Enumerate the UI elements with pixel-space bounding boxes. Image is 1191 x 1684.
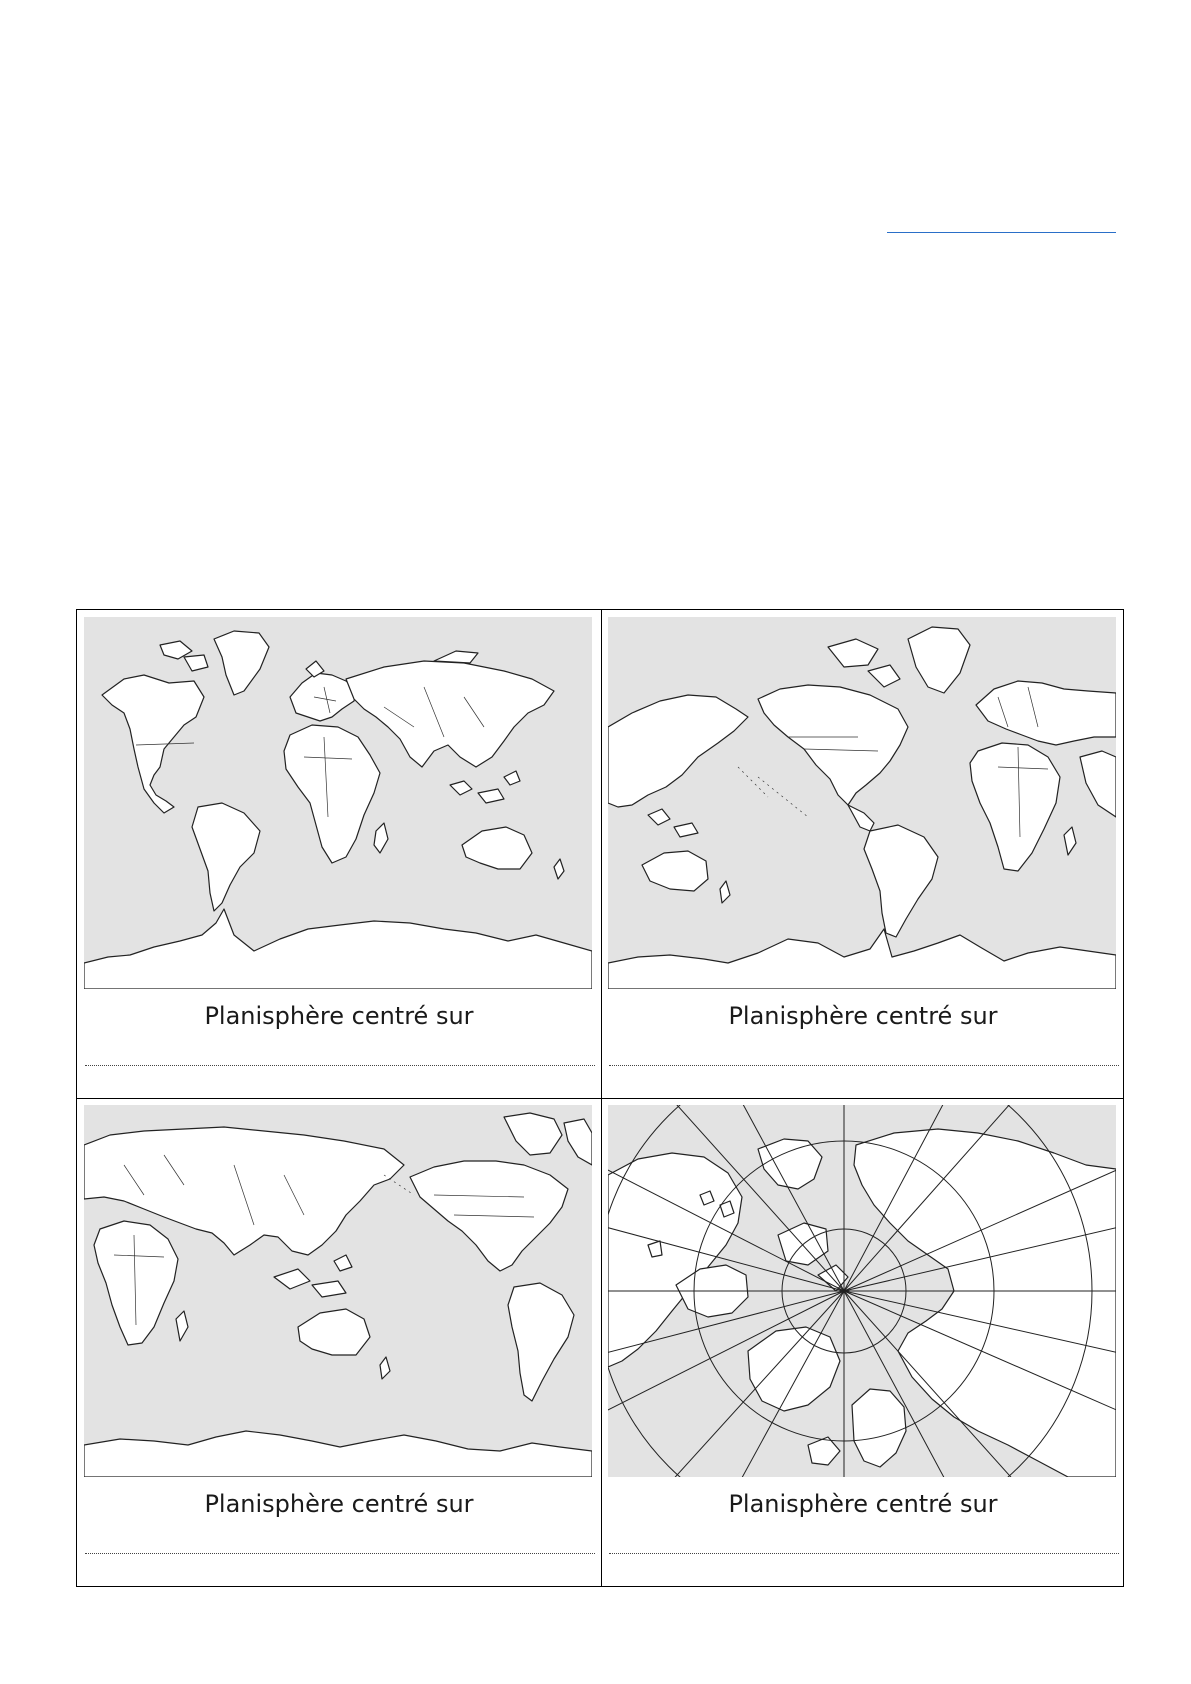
caption-1: Planisphère centré sur — [204, 1002, 474, 1030]
answer-line-2[interactable] — [609, 1065, 1119, 1066]
answer-line-3[interactable] — [85, 1553, 595, 1554]
caption-2: Planisphère centré sur — [728, 1002, 998, 1030]
answer-line-4[interactable] — [609, 1553, 1119, 1554]
answer-line-1[interactable] — [85, 1065, 595, 1066]
world-map-pacific-centered — [84, 1105, 592, 1477]
caption-4: Planisphère centré sur — [728, 1490, 998, 1518]
map-card-1 — [77, 610, 601, 1099]
map-grid — [76, 609, 1124, 1587]
world-map-america-centered — [608, 617, 1116, 989]
map-card-4 — [601, 1098, 1125, 1587]
top-link-underline[interactable] — [887, 232, 1116, 233]
map-card-2 — [601, 610, 1125, 1099]
world-map-europe-centered — [84, 617, 592, 989]
world-map-north-pole-centered — [608, 1105, 1116, 1477]
map-card-3 — [77, 1098, 601, 1587]
caption-3: Planisphère centré sur — [204, 1490, 474, 1518]
